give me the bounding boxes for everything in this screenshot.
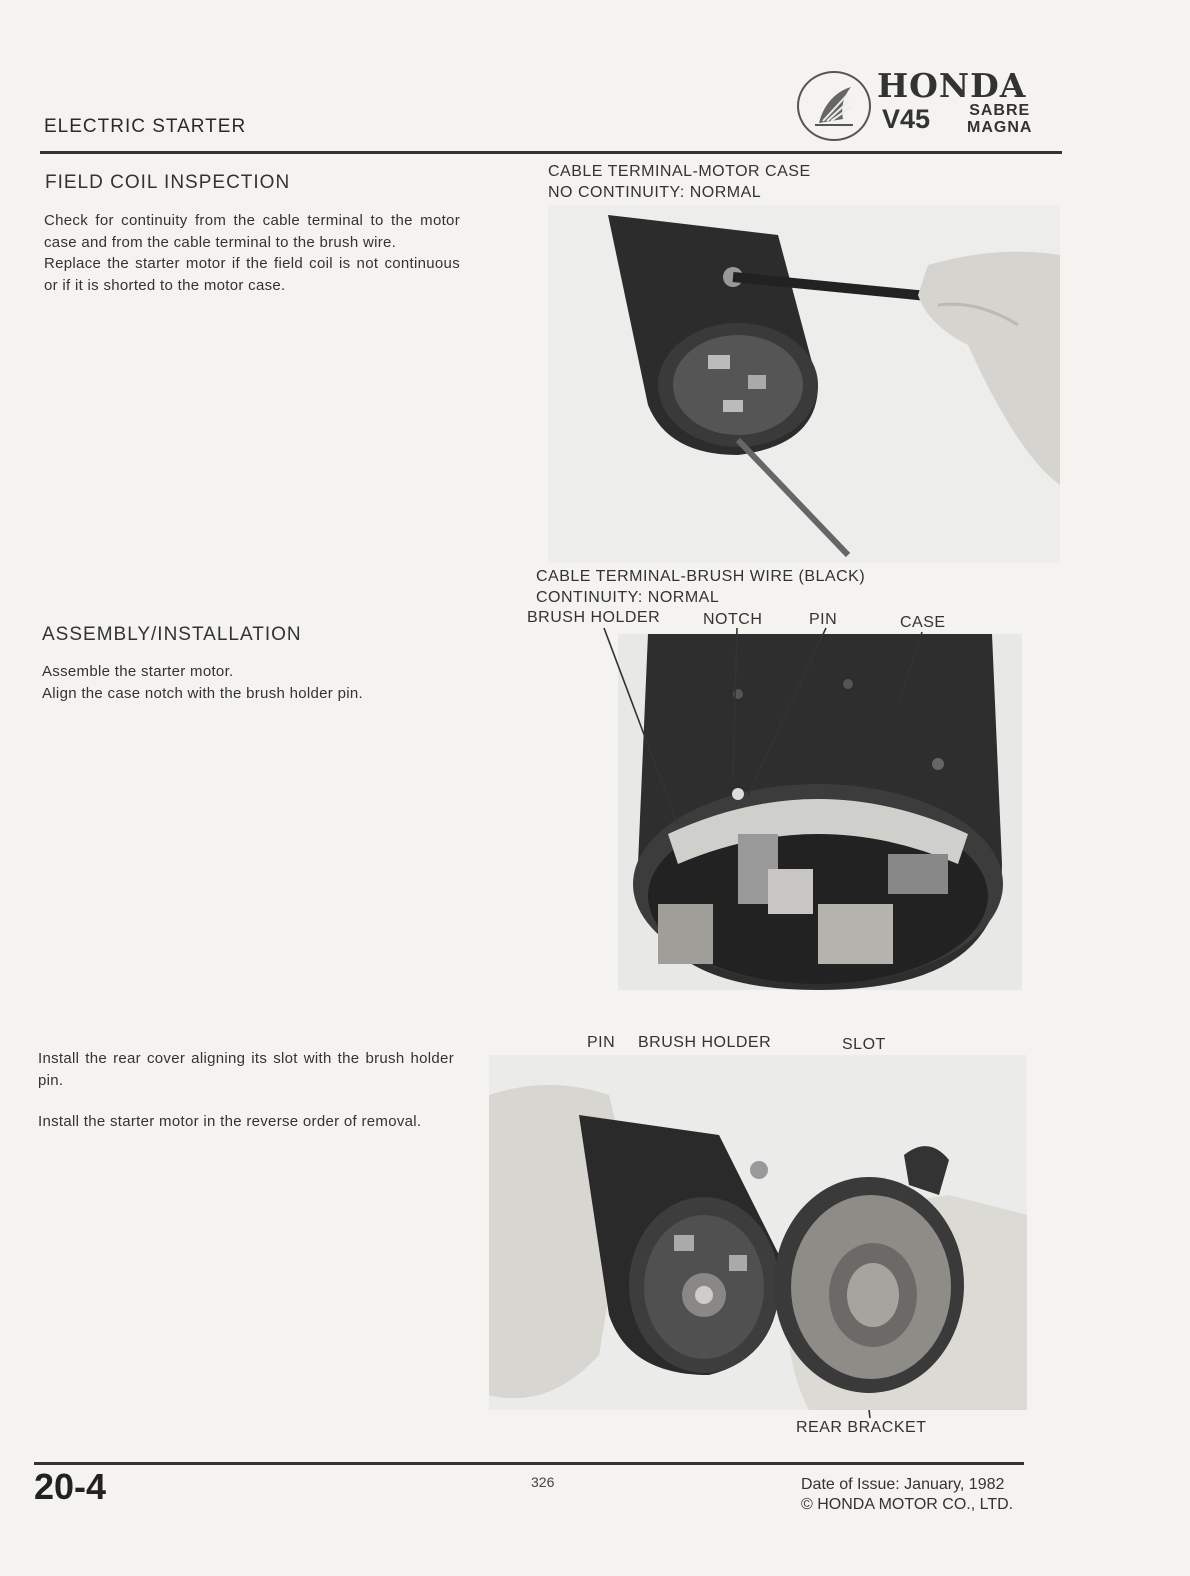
logo-variant-magna: MAGNA [967, 119, 1033, 136]
leader-pin [748, 628, 826, 795]
label-rear-bracket: REAR BRACKET [796, 1419, 927, 1436]
field-coil-paragraph-1: Check for continuity from the cable terminal to the motor case and from the cable terminal to the brush wire. [44, 212, 460, 251]
copyright: © HONDA MOTOR CO., LTD. [801, 1496, 1014, 1513]
footer-rule [34, 1462, 1024, 1465]
install-paragraph-2: Install the starter motor in the reverse order of removal. [38, 1113, 422, 1130]
leader-case [900, 632, 922, 700]
photo2-caption-line-1: CABLE TERMINAL-BRUSH WIRE (BLACK) [536, 568, 866, 585]
label-pin: PIN [809, 611, 838, 628]
section-title: ELECTRIC STARTER [44, 116, 247, 137]
logo-brand: HONDA [877, 66, 1027, 105]
sheet-number: 326 [531, 1474, 555, 1490]
assembly-paragraph-1: Assemble the starter motor. [42, 663, 234, 680]
page-number: 20-4 [34, 1466, 107, 1507]
label-case: CASE [900, 614, 946, 631]
label-pin-2: PIN [587, 1034, 616, 1051]
photo1-caption-line-1: CABLE TERMINAL-MOTOR CASE [548, 163, 811, 180]
leader-notch [733, 628, 737, 778]
issue-info [801, 1475, 1013, 1515]
logo-model: V45 [882, 104, 931, 134]
label-brush-holder: BRUSH HOLDER [527, 609, 661, 626]
install-paragraph-1: Install the rear cover aligning its slot with the brush holder pin. [38, 1050, 454, 1089]
photo-rear-cover-install [489, 1055, 1027, 1410]
photo2-caption-line-2: CONTINUITY: NORMAL [536, 589, 720, 606]
label-notch: NOTCH [703, 611, 763, 628]
leader-brush-holder [604, 628, 678, 825]
field-coil-heading: FIELD COIL INSPECTION [45, 172, 291, 193]
assembly-paragraph-2: Align the case notch with the brush holder pin. [42, 684, 363, 702]
logo-variant-sabre: SABRE [969, 102, 1031, 119]
issue-date: Date of Issue: January, 1982 [801, 1476, 1005, 1493]
assembly-heading: ASSEMBLY/INSTALLATION [42, 624, 302, 645]
photo1-caption-line-2: NO CONTINUITY: NORMAL [548, 184, 762, 201]
field-coil-paragraph-2: Replace the starter motor if the field coil is not continuous or if it is shorted to the motor case. [44, 255, 460, 294]
label-brush-holder-2: BRUSH HOLDER [638, 1034, 772, 1051]
label-slot: SLOT [842, 1036, 886, 1053]
install-text [38, 1048, 454, 1133]
